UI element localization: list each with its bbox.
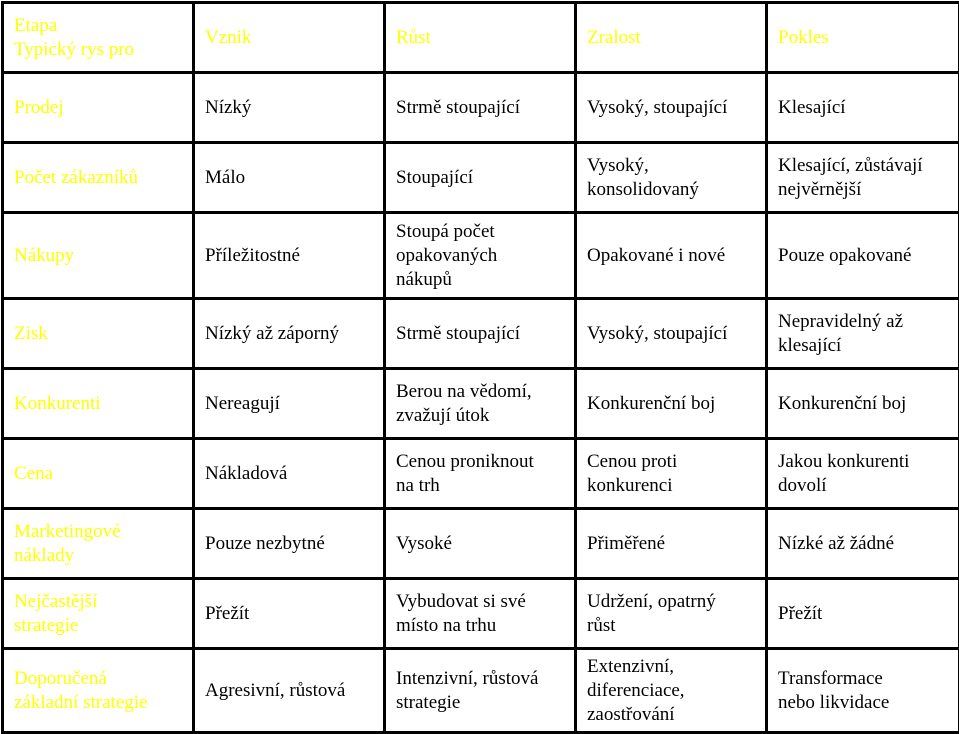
table-cell [194,649,385,733]
table-cell [767,143,959,213]
table-cell [767,649,959,733]
row-label-cell [3,509,194,579]
cell-line: Pouze opakované [778,244,950,268]
row-label-line: Konkurenti [14,392,184,416]
row-label-line: Marketingové [14,520,184,544]
header-row [3,3,959,73]
table-cell [767,73,959,143]
cell-line: Klesající [778,96,950,120]
cell-line: růst [587,614,757,638]
row-label-line: Nákupy [14,244,184,268]
row-label-line: Prodej [14,96,184,120]
cell-line: Přiměřené [587,532,757,556]
cell-line: nebo likvidace [778,691,950,715]
cell-line: Strmě stoupající [396,96,566,120]
cell-line: Nákladová [205,462,375,486]
table-cell [385,579,576,649]
cell-line: Klesající, zůstávají [778,154,950,178]
table-cell [385,509,576,579]
cell-line: Přežít [205,602,375,626]
cell-line: Extenzivní, [587,655,757,679]
cell-line: Nízký [205,96,375,120]
table-row [3,579,959,649]
table-cell [194,299,385,369]
table-row [3,143,959,213]
table-row [3,299,959,369]
row-label-cell [3,299,194,369]
table-row [3,509,959,579]
table-cell [576,509,767,579]
row-label-line: strategie [14,614,184,638]
table-row [3,73,959,143]
cell-line: Stoupající [396,166,566,190]
table-cell [194,509,385,579]
row-label-line: základní strategie [14,691,184,715]
table-cell [767,439,959,509]
table-cell [576,143,767,213]
cell-line: Konkurenční boj [778,392,950,416]
cell-line: zaostřování [587,703,757,727]
cell-line: zvažují útok [396,404,566,428]
cell-line: Pouze nezbytné [205,532,375,556]
header-corner-line: Typický rys pro [14,38,184,62]
row-label-line: Nejčastější [14,590,184,614]
table-cell [576,73,767,143]
cell-line: Příležitostné [205,244,375,268]
table-cell [767,369,959,439]
cell-line: konkurenci [587,474,757,498]
table-cell [576,213,767,299]
cell-line: Nereagují [205,392,375,416]
table-cell [385,213,576,299]
cell-line: dovolí [778,474,950,498]
cell-line: Málo [205,166,375,190]
cell-line: Stoupá počet [396,220,566,244]
table-cell [194,73,385,143]
row-label-cell [3,213,194,299]
table-row [3,649,959,733]
table-cell [385,649,576,733]
table-row [3,439,959,509]
cell-line: strategie [396,691,566,715]
cell-line: Berou na vědomí, [396,380,566,404]
table-cell [194,143,385,213]
row-label-line: Doporučená [14,667,184,691]
cell-line: Transformace [778,667,950,691]
cell-line: Cenou proniknout [396,450,566,474]
cell-line: místo na trhu [396,614,566,638]
cell-line: Cenou proti [587,450,757,474]
cell-line: Vysoké [396,532,566,556]
cell-line: Intenzivní, růstová [396,667,566,691]
header-corner-line: Etapa [14,14,184,38]
cell-line: Agresivní, růstová [205,679,375,703]
cell-line: Jakou konkurenti [778,450,950,474]
stage-header-zralost: Zralost [576,3,767,73]
table-cell [767,509,959,579]
cell-line: Nepravidelný až [778,310,950,334]
stage-header-pokles: Pokles [767,3,959,73]
cell-line: Udržení, opatrný [587,590,757,614]
stage-header-vznik: Vznik [194,3,385,73]
cell-line: klesající [778,334,950,358]
cell-line: Vysoký, stoupající [587,322,757,346]
table-cell [385,439,576,509]
table-cell [194,369,385,439]
cell-line: Opakované i nové [587,244,757,268]
cell-line: Vysoký, stoupající [587,96,757,120]
table-cell [576,299,767,369]
row-label-cell [3,143,194,213]
table-row [3,369,959,439]
row-label-cell [3,439,194,509]
table-cell [576,439,767,509]
stage-header-rust: Růst [385,3,576,73]
cell-line: nákupů [396,268,566,292]
table-cell [385,73,576,143]
cell-line: Nízké až žádné [778,532,950,556]
cell-line: Vysoký, [587,154,757,178]
header-corner-cell [3,3,194,73]
cell-line: Nízký až záporný [205,322,375,346]
cell-line: Strmě stoupající [396,322,566,346]
cell-line: Vybudovat si své [396,590,566,614]
table-cell [385,143,576,213]
row-label-cell [3,649,194,733]
cell-line: Přežít [778,602,950,626]
cell-line: opakovaných [396,244,566,268]
table-cell [194,213,385,299]
table-cell [576,369,767,439]
row-label-line: Počet zákazníků [14,166,184,190]
table-cell [767,579,959,649]
cell-line: Konkurenční boj [587,392,757,416]
row-label-line: náklady [14,544,184,568]
table-cell [385,369,576,439]
table-cell [576,649,767,733]
table-cell [767,213,959,299]
table-row [3,213,959,299]
row-label-line: Cena [14,462,184,486]
cell-line: na trh [396,474,566,498]
table-cell [767,299,959,369]
table-cell [385,299,576,369]
cell-line: konsolidovaný [587,178,757,202]
cell-line: nejvěrnější [778,178,950,202]
table-cell [194,579,385,649]
row-label-line: Zisk [14,322,184,346]
table-cell [576,579,767,649]
row-label-cell [3,73,194,143]
cell-line: diferenciace, [587,679,757,703]
row-label-cell [3,369,194,439]
row-label-cell [3,579,194,649]
lifecycle-table [1,1,959,734]
table-cell [194,439,385,509]
